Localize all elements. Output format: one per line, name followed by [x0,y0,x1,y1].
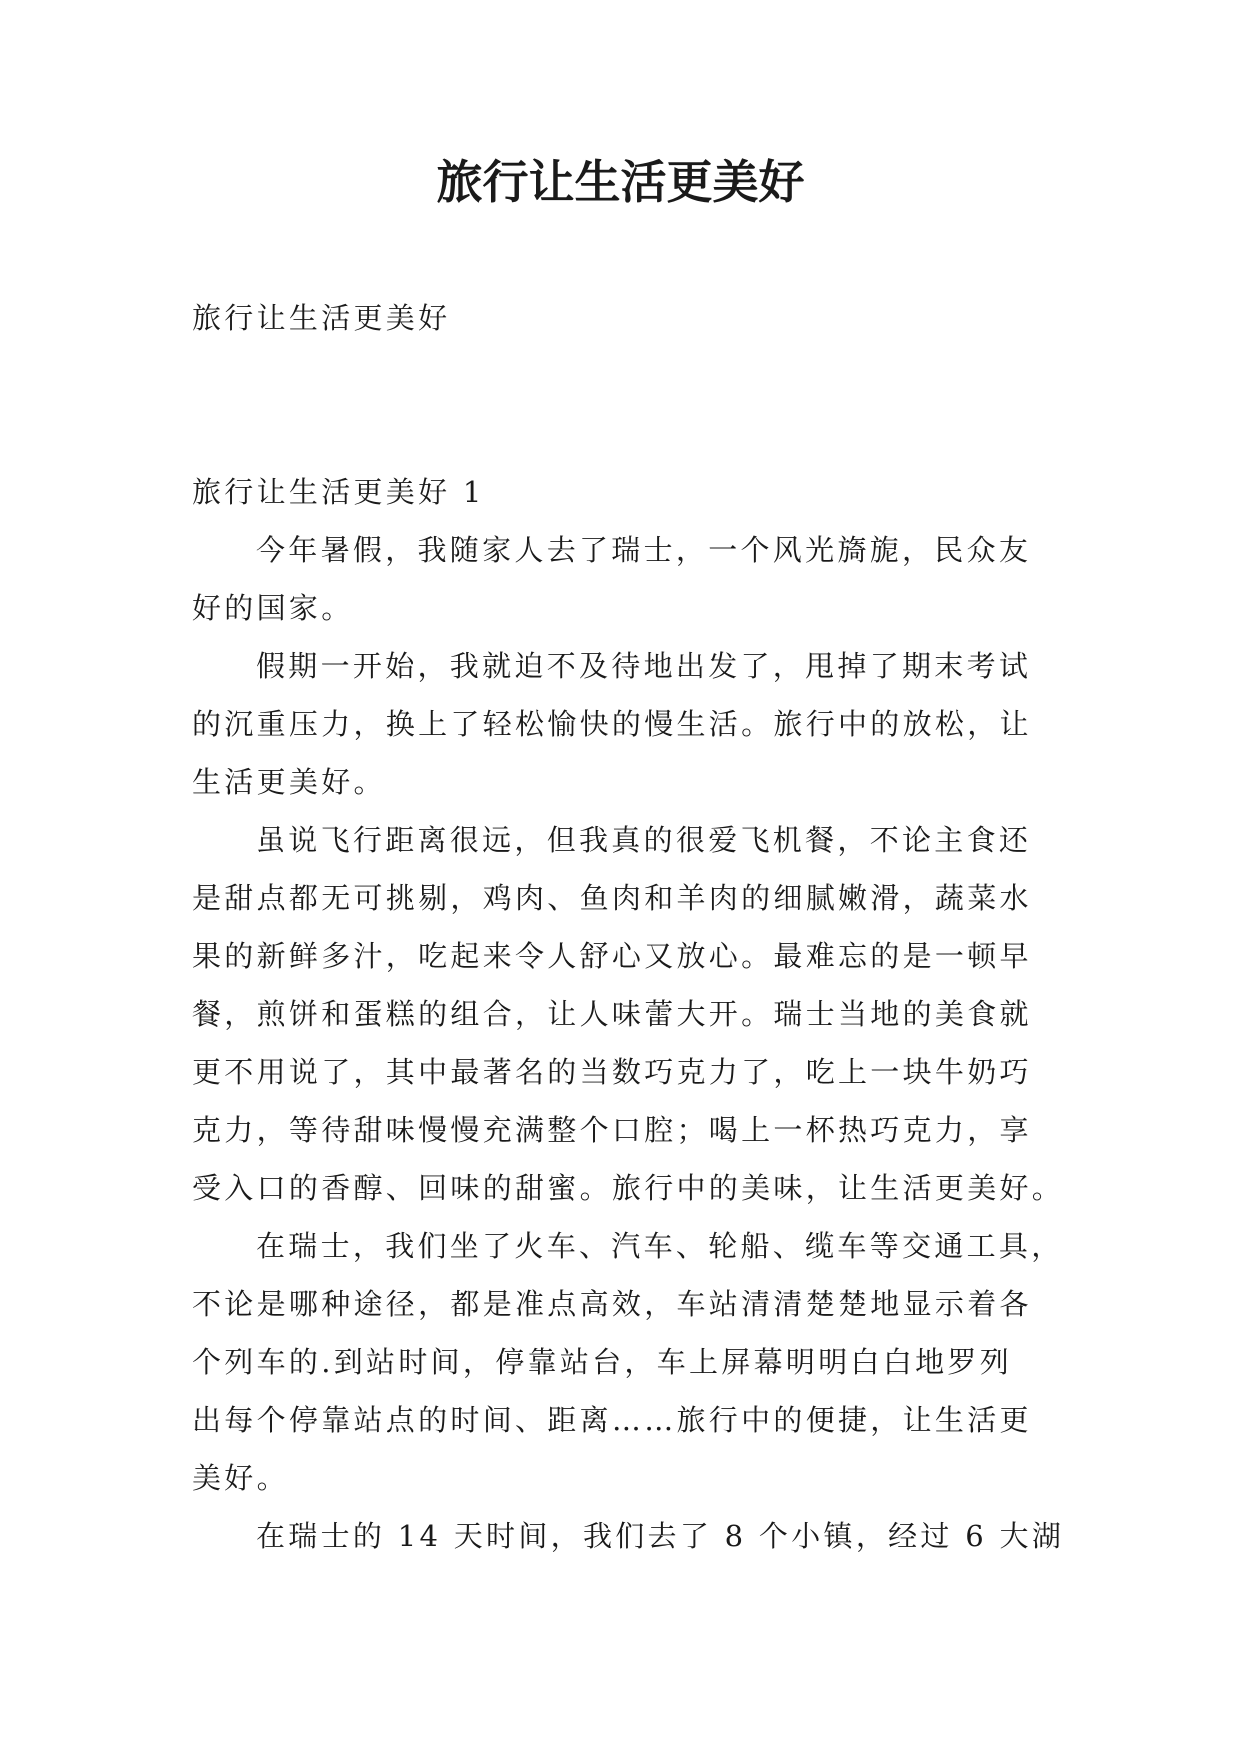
paragraph-line: 假期一开始，我就迫不及待地出发了，甩掉了期末考试 [256,649,1032,683]
paragraph-line: 的沉重压力，换上了轻松愉快的慢生活。旅行中的放松，让 [192,707,1032,741]
paragraph-line: 不论是哪种途径，都是准点高效，车站清清楚楚地显示着各 [192,1287,1032,1321]
paragraph-line: 克力，等待甜味慢慢充满整个口腔；喝上一杯热巧克力，享 [192,1113,1032,1147]
document-subtitle: 旅行让生活更美好 [192,301,451,335]
paragraph-line: 虽说飞行距离很远，但我真的很爱飞机餐，不论主食还 [256,823,1032,857]
paragraph-line: 出每个停靠站点的时间、距离……旅行中的便捷，让生活更 [192,1403,1032,1437]
paragraph-line: 受入口的香醇、回味的甜蜜。旅行中的美味，让生活更美好。 [192,1171,1065,1205]
paragraph-line: 果的新鲜多汁，吃起来令人舒心又放心。最难忘的是一顿早 [192,939,1032,973]
paragraph-line: 今年暑假，我随家人去了瑞士，一个风光旖旎，民众友 [256,533,1032,567]
paragraph-line: 好的国家。 [192,591,354,625]
paragraph-line: 餐，煎饼和蛋糕的组合，让人味蕾大开。瑞士当地的美食就 [192,997,1032,1031]
paragraph-line: 在瑞士，我们坐了火车、汽车、轮船、缆车等交通工具， [256,1229,1064,1263]
paragraph-line: 在瑞士的 14 天时间，我们去了 8 个小镇，经过 6 大湖 [256,1519,1065,1553]
paragraph-line: 更不用说了，其中最著名的当数巧克力了，吃上一块牛奶巧 [192,1055,1032,1089]
paragraph-line: 美好。 [192,1461,289,1495]
section-heading: 旅行让生活更美好 1 [192,475,485,509]
paragraph-line: 生活更美好。 [192,765,386,799]
paragraph-line: 是甜点都无可挑剔，鸡肉、鱼肉和羊肉的细腻嫩滑，蔬菜水 [192,881,1032,915]
document-title: 旅行让生活更美好 [436,155,805,209]
paragraph-line: 个列车的.到站时间，停靠站台，车上屏幕明明白白地罗列 [192,1345,1013,1379]
